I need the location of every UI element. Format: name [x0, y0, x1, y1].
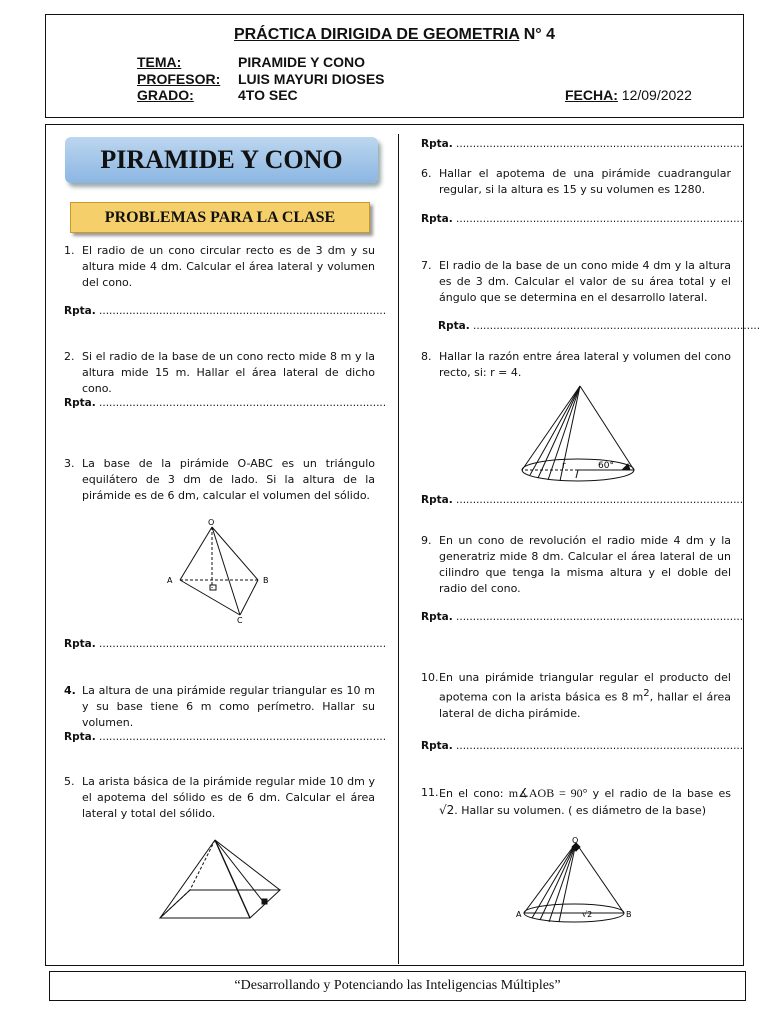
topic-banner: PIRAMIDE Y CONO: [65, 137, 378, 183]
fecha-label: FECHA:: [565, 87, 618, 103]
problem-10: 10. En una pirámide triangular regular el producto del apotema con la arista básica es 8 $m^2$, hallar el área lateral de dicha pirámide.: [421, 671, 731, 720]
answer-line-3: Rpta. ......................................................................................: [64, 638, 387, 650]
label-60: 60°: [598, 461, 614, 471]
column-divider: [398, 134, 399, 964]
problem-4: 4. La altura de una pirámide regular triangular es 10 m y su base tiene 6 m como perímetro. Hallar su volumen.: [64, 684, 375, 729]
answer-line-2: Rpta. ......................................................................................: [64, 397, 387, 409]
answer-line-4: Rpta. ......................................................................................: [64, 731, 387, 743]
tema-row: [137, 54, 365, 70]
label-radius: √2: [582, 910, 593, 919]
header-box: [45, 14, 744, 118]
problem-8: 8. Hallar la razón entre área lateral y volumen del cono recto, si: r = 4.: [421, 350, 731, 379]
problem-11: 11. En el cono: m∡AOB = 90° y el radio de la base es √2. Hallar su volumen. ( es diámetro de la base): [421, 786, 732, 817]
label-o: O: [208, 518, 215, 527]
fecha: [565, 87, 692, 103]
answer-line-1: Rpta. ......................................................................................: [64, 305, 387, 317]
answer-line-7: Rpta. ......................................................................................: [438, 320, 761, 332]
profesor-label: PROFESOR:: [137, 71, 221, 87]
pyramid-oabc-figure: [160, 515, 280, 625]
grado-value: 4TO SEC: [238, 87, 298, 103]
label-o: O: [572, 836, 579, 845]
tema-label: TEMA:: [137, 54, 182, 70]
label-r: r: [562, 461, 566, 471]
tema-value: PIRAMIDE Y CONO: [238, 54, 366, 70]
label-b: B: [626, 910, 632, 919]
label-a: A: [167, 576, 173, 585]
profesor-value: LUIS MAYURI DIOSES: [238, 71, 385, 87]
square-pyramid-figure: [155, 835, 290, 925]
cone-r-figure: [518, 382, 643, 490]
profesor-row: [137, 71, 385, 87]
problem-9: 9. En un cono de revolución el radio mide 4 dm y la generatriz mide 8 dm. Calcular el área lateral de un cilindro que tenga la misma altura y el doble del radio del cono.: [421, 534, 731, 595]
answer-line-10: Rpta. ......................................................................................: [421, 740, 744, 752]
answer-line-8: Rpta. ......................................................................................: [421, 494, 744, 506]
problem-2: 2. Si el radio de la base de un cono recto mide 8 m y la altura mide 15 m. Hallar el área lateral de dicho cono.: [64, 350, 375, 395]
label-c: C: [237, 616, 243, 625]
label-a: A: [516, 910, 522, 919]
problem-7: 7. El radio de la base de un cono mide 4 dm y la altura es de 3 dm. Calcular el valor de su área total y el ángulo que se determina en el desarrollo lateral.: [421, 259, 731, 304]
problem-3: 3. La base de la pirámide O-ABC es un triángulo equilátero de 3 dm de lado. Si la altura de la pirámide es de 6 dm, calcular el volumen del sólido.: [64, 457, 375, 502]
problem-6: 6. Hallar el apotema de una pirámide cuadrangular regular, si la altura es 15 y su volumen es 1280.: [421, 167, 731, 196]
page-title: PRÁCTICA DIRIGIDA DE GEOMETRIA N° 4: [233, 26, 556, 43]
cone-aob-figure: [512, 835, 637, 930]
answer-line-5: Rpta. ......................................................................................: [421, 138, 744, 150]
grado-row: [137, 87, 298, 103]
problem-1: 1. El radio de un cono circular recto es de 3 dm y su altura mide 4 dm. Calcular el área lateral y volumen del cono.: [64, 244, 375, 289]
grado-label: GRADO:: [137, 87, 194, 103]
label-b: B: [263, 576, 269, 585]
answer-line-9: Rpta. ......................................................................................: [421, 611, 744, 623]
fecha-value: 12/09/2022: [621, 87, 692, 103]
problem-5: 5. La arista básica de la pirámide regular mide 10 dm y el apotema del sólido es de 6 dm. Calcular el área lateral y total del sólido.: [64, 775, 375, 820]
answer-line-6: Rpta. ......................................................................................: [421, 213, 744, 225]
section-banner: PROBLEMAS PARA LA CLASE: [70, 202, 370, 233]
footer-motto: “Desarrollando y Potenciando las Inteligencias Múltiples”: [49, 971, 746, 1001]
